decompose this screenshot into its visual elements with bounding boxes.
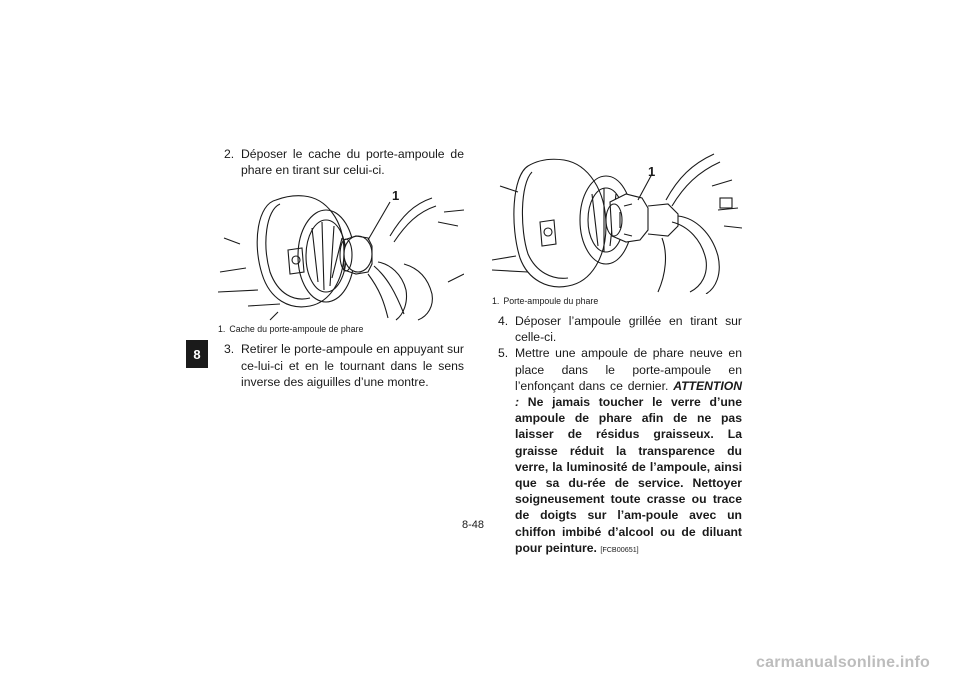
step-3: [218, 341, 464, 390]
caption-left-number: 1.: [218, 324, 226, 335]
step-5-number: 5.: [498, 346, 509, 361]
step-2-number: 2.: [224, 147, 235, 161]
chapter-tab: 8: [186, 340, 208, 368]
step-5-body: [515, 345, 742, 558]
caption-left-text: Cache du porte-ampoule de phare: [229, 324, 364, 335]
step-4-number: 4.: [498, 314, 509, 328]
step-5: [492, 345, 742, 558]
attention-warning: Ne jamais toucher le verre d’une ampoule de phare afin de ne pas laisser de résidus graisseux. La graisse réduit la transparence du verre, la luminosité de l’ampoule, ainsi que sa du-rée de service. Nettoyer soigneusement toute crasse ou trace de doigts sur l’am-poule avec un chiffon imbibé d’alcool ou de diluant pour peinture.: [515, 395, 742, 555]
figure-caption-left: [218, 324, 464, 335]
bulb-holder-illustration: [492, 146, 742, 294]
step-3-number: 3.: [224, 342, 235, 357]
step-2: [218, 146, 464, 178]
step-4-text: Déposer l’ampoule grillée en tirant sur celle-ci.: [515, 314, 742, 345]
step-2-text: Déposer le cache du porte-ampoule de phare en tirant sur celui-ci.: [241, 147, 464, 178]
reference-code: [FCB00651]: [600, 544, 639, 554]
callout-1-right: 1: [648, 164, 656, 179]
right-column: [492, 146, 742, 558]
page-number: 8-48: [462, 519, 485, 531]
step-5-text: Mettre une ampoule de phare neuve en place dans le porte-ampoule en l’enfonçant dans ce dernier.: [515, 346, 742, 393]
attention-label: ATTENTION :: [515, 378, 743, 410]
figure-caption-right: [492, 296, 742, 307]
callout-1-left: 1: [392, 188, 400, 204]
left-column: [218, 146, 464, 390]
watermark: carmanualsonline.info: [756, 654, 931, 671]
caption-right-text: Porte-ampoule du phare: [503, 296, 599, 306]
caption-right-number: 1.: [492, 296, 500, 306]
step-4: [492, 313, 742, 345]
step-3-text: Retirer le porte-ampoule en appuyant sur ce-lui-ci et en le tournant dans le sens inverse des aiguilles d’une montre.: [241, 342, 464, 389]
headlight-cover-illustration: [218, 182, 464, 322]
